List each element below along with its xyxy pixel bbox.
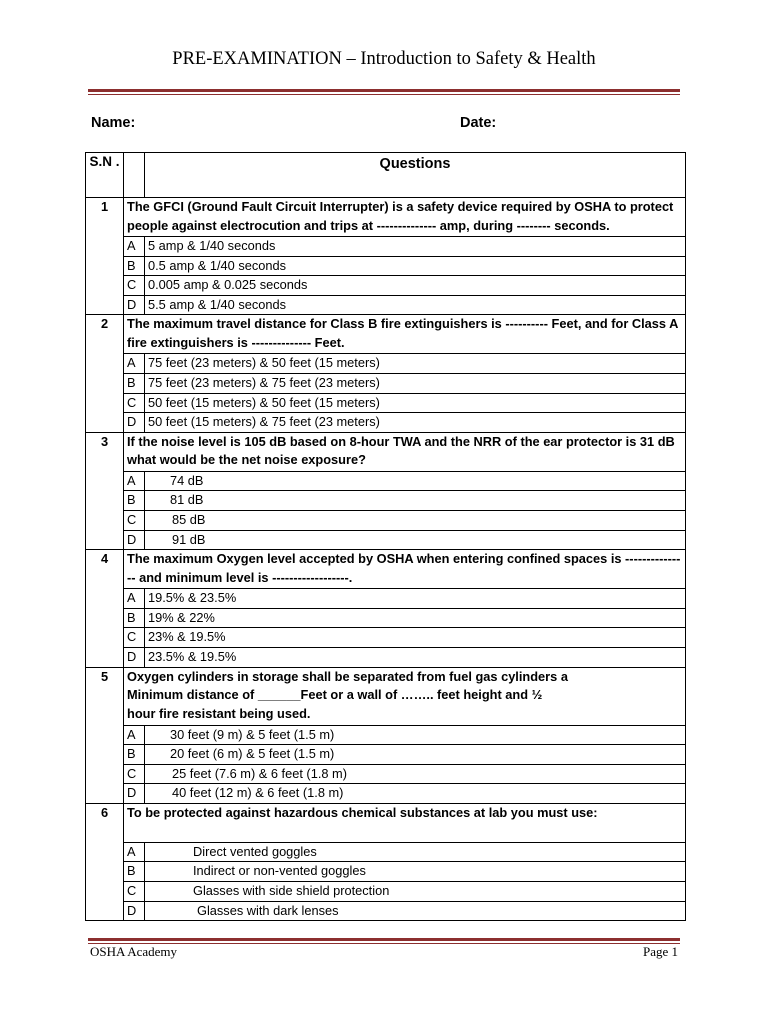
option-row [86,647,686,667]
option-letter: C [124,764,145,784]
option-row [86,901,686,921]
option-text: 5 amp & 1/40 seconds [145,237,686,257]
option-letter: B [124,608,145,628]
option-row [86,882,686,902]
option-letter: B [124,745,145,765]
date-label: Date: [460,115,497,131]
question-text: To be protected against hazardous chemical substances at lab you must use: [124,803,686,842]
option-text: 85 dB [145,510,686,530]
question-row [86,315,686,354]
option-letter: B [124,256,145,276]
question-text [124,667,686,725]
option-row [86,237,686,257]
question-text-line: Minimum distance of ______Feet or a wall of …….. feet height and ½ [127,687,543,703]
option-row [86,295,686,315]
option-row [86,413,686,433]
option-letter: C [124,393,145,413]
option-text: Direct vented goggles [145,842,686,862]
option-row [86,589,686,609]
option-letter: B [124,491,145,511]
question-row [86,432,686,471]
question-number: 4 [86,550,124,667]
question-row [86,198,686,237]
option-text: Glasses with dark lenses [145,901,686,921]
question-row [86,667,686,725]
option-letter: A [124,471,145,491]
option-row [86,471,686,491]
option-text: 81 dB [145,491,686,511]
option-row [86,530,686,550]
option-text: 20 feet (6 m) & 5 feet (1.5 m) [145,745,686,765]
option-row [86,725,686,745]
option-letter: D [124,901,145,921]
questions-header: Questions [145,153,686,198]
option-row [86,491,686,511]
option-row [86,764,686,784]
option-text: 75 feet (23 meters) & 50 feet (15 meters) [145,354,686,374]
option-row [86,862,686,882]
option-text: 5.5 amp & 1/40 seconds [145,295,686,315]
question-row [86,803,686,842]
question-text: The GFCI (Ground Fault Circuit Interrupter) is a safety device required by OSHA to protect people against electrocution and trips at -------------- amp, during -------- seconds. [124,198,686,237]
option-text: 50 feet (15 meters) & 50 feet (15 meters) [145,393,686,413]
option-letter: C [124,628,145,648]
question-text-line: Oxygen cylinders in storage shall be separated from fuel gas cylinders a [127,668,568,684]
option-text: 40 feet (12 m) & 6 feet (1.8 m) [145,784,686,804]
option-text: 75 feet (23 meters) & 75 feet (23 meters) [145,373,686,393]
option-text: 19.5% & 23.5% [145,589,686,609]
question-number: 3 [86,432,124,549]
question-number: 6 [86,803,124,920]
page-title: PRE-EXAMINATION – Introduction to Safety & Health [172,49,596,69]
option-letter: D [124,530,145,550]
option-row [86,510,686,530]
question-text: The maximum Oxygen level accepted by OSHA when entering confined spaces is --------------- and minimum level is ------------------. [124,550,686,589]
page-number: Page 1 [642,944,678,959]
option-letter: B [124,373,145,393]
option-letter: A [124,354,145,374]
header-rule [88,89,680,95]
option-row [86,256,686,276]
question-text-line: hour fire resistant being used. [127,705,311,721]
option-row [86,393,686,413]
option-text: 25 feet (7.6 m) & 6 feet (1.8 m) [145,764,686,784]
option-text: 0.005 amp & 0.025 seconds [145,276,686,296]
option-row [86,842,686,862]
option-text: 50 feet (15 meters) & 75 feet (23 meters) [145,413,686,433]
question-number: 2 [86,315,124,432]
option-row [86,373,686,393]
option-letter: B [124,862,145,882]
option-letter: C [124,276,145,296]
option-letter: D [124,647,145,667]
name-label: Name: [91,115,136,131]
option-letter: D [124,295,145,315]
option-text: 30 feet (9 m) & 5 feet (1.5 m) [145,725,686,745]
option-row [86,784,686,804]
question-row [86,550,686,589]
option-text: 23% & 19.5% [145,628,686,648]
sn-header: S.N . [86,153,124,198]
table-header-row [86,153,686,198]
option-letter: D [124,784,145,804]
option-text: 23.5% & 19.5% [145,647,686,667]
option-letter: A [124,725,145,745]
option-letter: A [124,589,145,609]
option-letter: C [124,510,145,530]
option-row [86,276,686,296]
question-number: 1 [86,198,124,315]
option-text: Glasses with side shield protection [145,882,686,902]
questions-table [85,152,686,921]
option-text: 91 dB [145,530,686,550]
option-letter: A [124,237,145,257]
option-text: Indirect or non-vented goggles [145,862,686,882]
option-row [86,628,686,648]
option-text: 19% & 22% [145,608,686,628]
option-letter: A [124,842,145,862]
question-text: The maximum travel distance for Class B fire extinguishers is ---------- Feet, and for Class A fire extinguishers is -------------- Feet. [124,315,686,354]
question-text: If the noise level is 105 dB based on 8-hour TWA and the NRR of the ear protector is 31 dB what would be the net noise exposure? [124,432,686,471]
option-row [86,608,686,628]
option-text: 0.5 amp & 1/40 seconds [145,256,686,276]
option-text: 74 dB [145,471,686,491]
footer-left: OSHA Academy [90,944,178,959]
question-number: 5 [86,667,124,803]
option-row [86,745,686,765]
option-letter: C [124,882,145,902]
option-row [86,354,686,374]
option-letter: D [124,413,145,433]
